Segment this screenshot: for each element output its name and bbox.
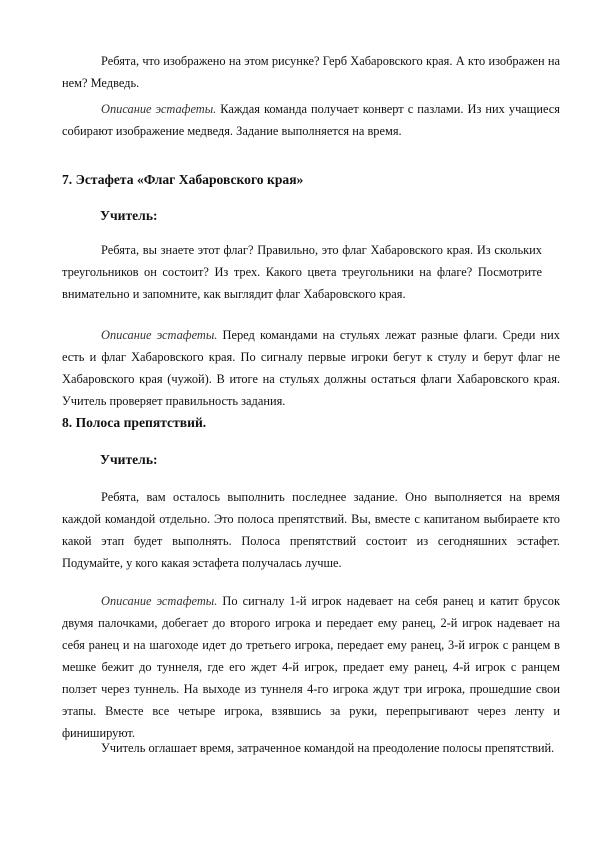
flag-question-paragraph: Ребята, вы знаете этот флаг? Правильно, это флаг Хабаровского края. Из скольких треугольников он состоит? Из трех. Какого цвета треугольники на флаге? Посмотрите внимательно и запомните, как выглядит флаг Хабаровского края. bbox=[62, 243, 542, 301]
relay-description-paragraph bbox=[62, 324, 560, 412]
teacher-label: Учитель: bbox=[100, 452, 158, 467]
section-heading-7: 7. Эстафета «Флаг Хабаровского края» bbox=[62, 172, 304, 187]
intro-paragraph: Ребята, что изображено на этом рисунке? Герб Хабаровского края. А кто изображен на нем? Медведь. bbox=[62, 54, 560, 90]
obstacle-course-paragraph: Ребята, вам осталось выполнить последнее задание. Оно выполняется на время каждой командой отдельно. Это полоса препятствий. Вы, вместе с капитаном выбираете кто какой этап будет выполнять. Полоса препятствий состоит из сегодняшних эстафет. Подумайте, у кого какая эстафета получалась лучше. bbox=[62, 490, 560, 570]
description-text: Каждая команда получает конверт с пазлами. Из них учащиеся собирают изображение медведя. Задание выполняется на время. bbox=[62, 102, 560, 138]
closing-paragraph: Учитель оглашает время, затраченное командой на преодоление полосы препятствий. bbox=[101, 741, 555, 755]
description-lead: Описание эстафеты. bbox=[101, 102, 217, 116]
teacher-label: Учитель: bbox=[100, 208, 158, 223]
relay-description-paragraph bbox=[62, 590, 560, 744]
description-lead: Описание эстафеты. bbox=[101, 328, 218, 342]
relay-description-paragraph bbox=[62, 98, 560, 142]
section-heading-8: 8. Полоса препятствий. bbox=[62, 415, 207, 430]
description-text: Перед командами на стульях лежат разные флаги. Среди них есть и флаг Хабаровского края. По сигналу первые игроки бегут к стулу и берут флаг не Хабаровского края (чужой). В итоге на стульях должны остаться флаги Хабаровского края. Учитель проверяет правильность задания. bbox=[62, 328, 561, 408]
description-lead: Описание эстафеты. bbox=[101, 594, 218, 608]
description-text: По сигналу 1-й игрок надевает на себя ранец и катит брусок двумя палочками, добегает до второго игрока и передает ему ранец, 2-й игрок надевает на себя ранец и на шагоходе идет до третьего игрока, передает ему ранец, 3-й игрок с ранцем в мешке бежит до туннеля, где его ждет 4-й игрок, предает ему ранец, 4-й игрок с ранцем ползет через туннель. На выходе из туннеля 4-го игрока ждут три игрока, прошедшие свои этапы. Вместе все четыре игрока, взявшись за руки, перепрыгивают через ленту и финишируют. bbox=[62, 594, 560, 740]
